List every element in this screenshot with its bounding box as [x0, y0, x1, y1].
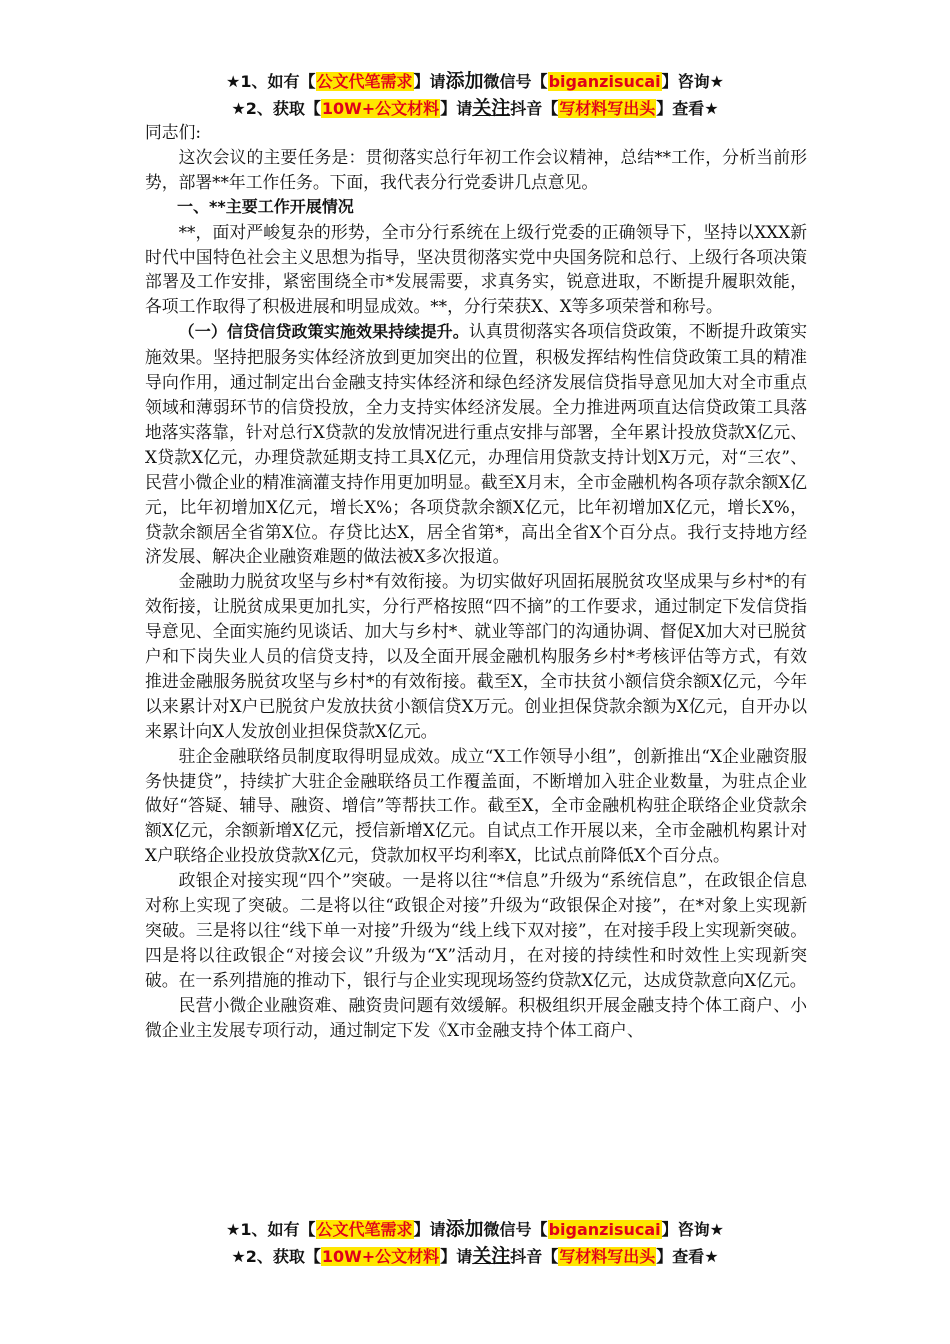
star-icon: ★ [231, 99, 246, 118]
highlight-materials: 10W+公文材料 [321, 99, 440, 118]
highlight-wechat-id: biganzisucai [548, 1220, 661, 1239]
section-paragraph: **，面对严峻复杂的形势，全市分行系统在上级行党委的正确领导下，坚持以XXX新时代中国特色社会主义思想为指导，坚决贯彻落实党中央国务院和总行、上级行各项决策部署及工作安排，紧密围绕全市*发展需要，求真务实，锐意进取，不断提升履职效能，各项工作取得了积极进展和明显成效。**，分行荣获X、X等多项荣誉和称号。 [145, 221, 807, 317]
banner-line-1: ★1、如有【公文代笔需求】请添加微信号【biganzisucai】咨询★ [226, 70, 724, 92]
banner-line-2: ★2、获取【10W+公文材料】请关注抖音【写材料写出头】查看★ [231, 1245, 719, 1267]
highlight-douyin-account: 写材料写出头 [559, 99, 656, 118]
star-icon: ★ [226, 72, 241, 91]
highlight-douyin-account: 写材料写出头 [559, 1247, 656, 1266]
liaison-paragraph: 驻企金融联络员制度取得明显成效。成立“X工作领导小组”，创新推出“X企业融资服务快捷贷”，持续扩大驻企金融联络员工作覆盖面，不断增加入驻企业数量，为驻点企业做好“答疑、辅导、融资、增信”等帮扶工作。截至X，全市金融机构驻企联络企业贷款余额X亿元，余额新增X亿元，授信新增X亿元。自试点工作开展以来，全市金融机构累计对X户联络企业投放贷款X亿元，贷款加权平均利率X，比试点前降低X个百分点。 [145, 745, 807, 866]
bottom-banner [0, 1216, 950, 1270]
star-icon: ★ [226, 1220, 241, 1239]
star-icon: ★ [231, 1247, 246, 1266]
salutation: 同志们: [145, 122, 201, 142]
banner-line-1: ★1、如有【公文代笔需求】请添加微信号【biganzisucai】咨询★ [226, 1218, 724, 1240]
highlight-wechat-id: biganzisucai [548, 72, 661, 91]
document-body [145, 120, 807, 1043]
highlight-service: 公文代笔需求 [316, 1220, 413, 1239]
banner-line-2: ★2、获取【10W+公文材料】请关注抖音【写材料写出头】查看★ [231, 97, 719, 119]
subsection-lead: （一）信贷信贷政策实施效果持续提升。 [178, 322, 469, 342]
section-heading: 一、**主要工作开展情况 [177, 196, 354, 216]
intro-paragraph: 这次会议的主要任务是：贯彻落实总行年初工作会议精神，总结**工作，分析当前形势，部署**年工作任务。下面，我代表分行党委讲几点意见。 [145, 146, 807, 192]
top-banner [0, 68, 950, 122]
highlight-service: 公文代笔需求 [316, 72, 413, 91]
subsection-paragraph: （一）信贷信贷政策实施效果持续提升。认真贯彻落实各项信贷政策，不断提升政策实施效果。坚持把服务实体经济放到更加突出的位置，积极发挥结构性信贷政策工具的精准导向作用，通过制定出台金融支持实体经济和绿色经济发展信贷指导意见加大对全市重点领域和薄弱环节的信贷投放，全力支持实体经济发展。全力推进两项直达信贷政策工具落地落实落靠，针对总行X贷款的发放情况进行重点安排与部署，全年累计投放贷款X亿元、X贷款X亿元，办理贷款延期支持工具X亿元，办理信用贷款支持计划X万元，对“三农”、民营小微企业的精准滴灌支持作用更加明显。截至X月末，全市金融机构各项存款余额X亿元，比年初增加X亿元，增长X%；各项贷款余额X亿元，比年初增加X亿元，增长X%，贷款余额居全省第X位。存贷比达X，居全省第*，高出全省X个百分点。我行支持地方经济发展、解决企业融资难题的做法被X多次报道。 [145, 321, 807, 567]
private-paragraph: 民营小微企业融资难、融资贵问题有效缓解。积极组织开展金融支持个体工商户、小微企业主发展专项行动，通过制定下发《X市金融支持个体工商户、 [145, 994, 807, 1040]
highlight-materials: 10W+公文材料 [321, 1247, 440, 1266]
poverty-paragraph: 金融助力脱贫攻坚与乡村*有效衔接。为切实做好巩固拓展脱贫攻坚成果与乡村*的有效衔接，让脱贫成果更加扎实，分行严格按照“四不摘”的工作要求，通过制定下发信贷指导意见、全面实施约见谈话、加大与乡村*、就业等部门的沟通协调、督促X加大对已脱贫户和下岗失业人员的信贷支持，以及全面开展金融机构服务乡村*考核评估等方式，有效推进金融服务脱贫攻坚与乡村*的有效衔接。截至X，全市扶贫小额信贷余额X亿元，今年以来累计对X户已脱贫户发放扶贫小额信贷X万元。创业担保贷款余额为X亿元，自开办以来累计向X人发放创业担保贷款X亿元。 [145, 571, 807, 741]
govbank-paragraph: 政银企对接实现“四个”突破。一是将以往“*信息”升级为“系统信息”，在政银企信息对称上实现了突破。二是将以往“政银企对接”升级为“政银保企对接”，在*对象上实现新突破。三是将以往“线下单一对接”升级为“线上线下双对接”，在对接手段上实现新突破。四是将以往政银企“对接会议”升级为“X”活动月，在对接的持续性和时效性上实现新突破。在一系列措施的推动下，银行与企业实现现场签约贷款X亿元，达成贷款意向X亿元。 [145, 870, 807, 990]
